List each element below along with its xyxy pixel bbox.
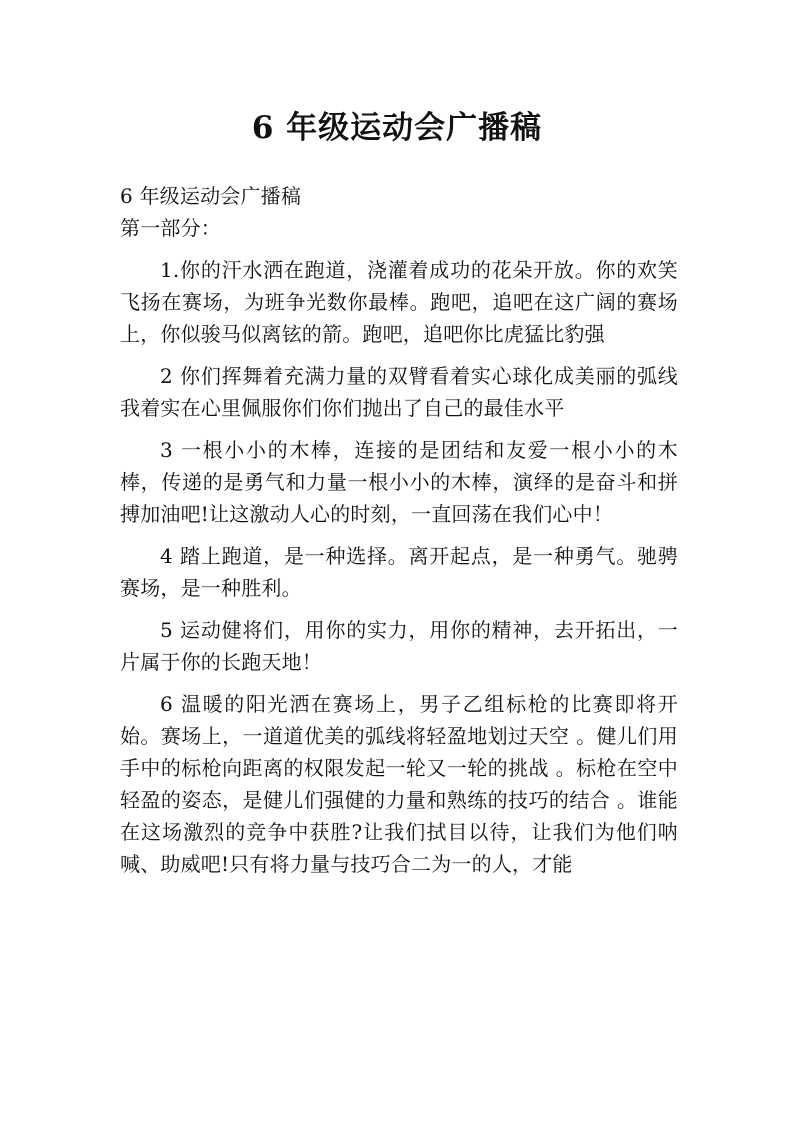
paragraph-5: 5 运动健将们，用你的实力，用你的精神，去开拓出，一片属于你的长跑天地！ — [120, 618, 678, 674]
document-subtitle: 6 年级运动会广播稿 — [120, 184, 302, 208]
document-body — [120, 180, 678, 890]
paragraph-3: 3 一根小小的木棒，连接的是团结和友爱一根小小的木棒，传递的是勇气和力量一根小小的木棒，演绎的是奋斗和拼搏加油吧!让这激动人心的时刻，一直回荡在我们心中！ — [120, 438, 678, 526]
paragraph-4: 4 踏上跑道，是一种选择。离开起点，是一种勇气。驰骋赛场，是一种胜利。 — [120, 544, 678, 600]
document-title: 6 年级运动会广播稿 — [251, 110, 543, 146]
section-label: 第一部分： — [120, 216, 221, 240]
paragraph-1: 1.你的汗水洒在跑道，浇灌着成功的花朵开放。你的欢笑飞扬在赛场，为班争光数你最棒。跑吧，追吧在这广阔的赛场上，你似骏马似离铉的箭。跑吧，追吧你比虎猛比豹强 — [120, 258, 678, 346]
paragraph-6: 6 温暖的阳光洒在赛场上，男子乙组标枪的比赛即将开始。赛场上，一道道优美的弧线将轻盈地划过天空 。健儿们用手中的标枪向距离的权限发起一轮又一轮的挑战 。标枪在空中轻盈的姿态，是健儿们强健的力量和熟练的技巧的结合 。谁能在这场激烈的竞争中获胜?让我们拭目以待，让我们为他们呐喊、助威吧!只有将力量与技巧合二为一的人，才能 — [120, 692, 678, 876]
paragraph-2: 2 你们挥舞着充满力量的双臂看着实心球化成美丽的弧线我着实在心里佩服你们你们抛出了自己的最佳水平 — [120, 364, 678, 420]
